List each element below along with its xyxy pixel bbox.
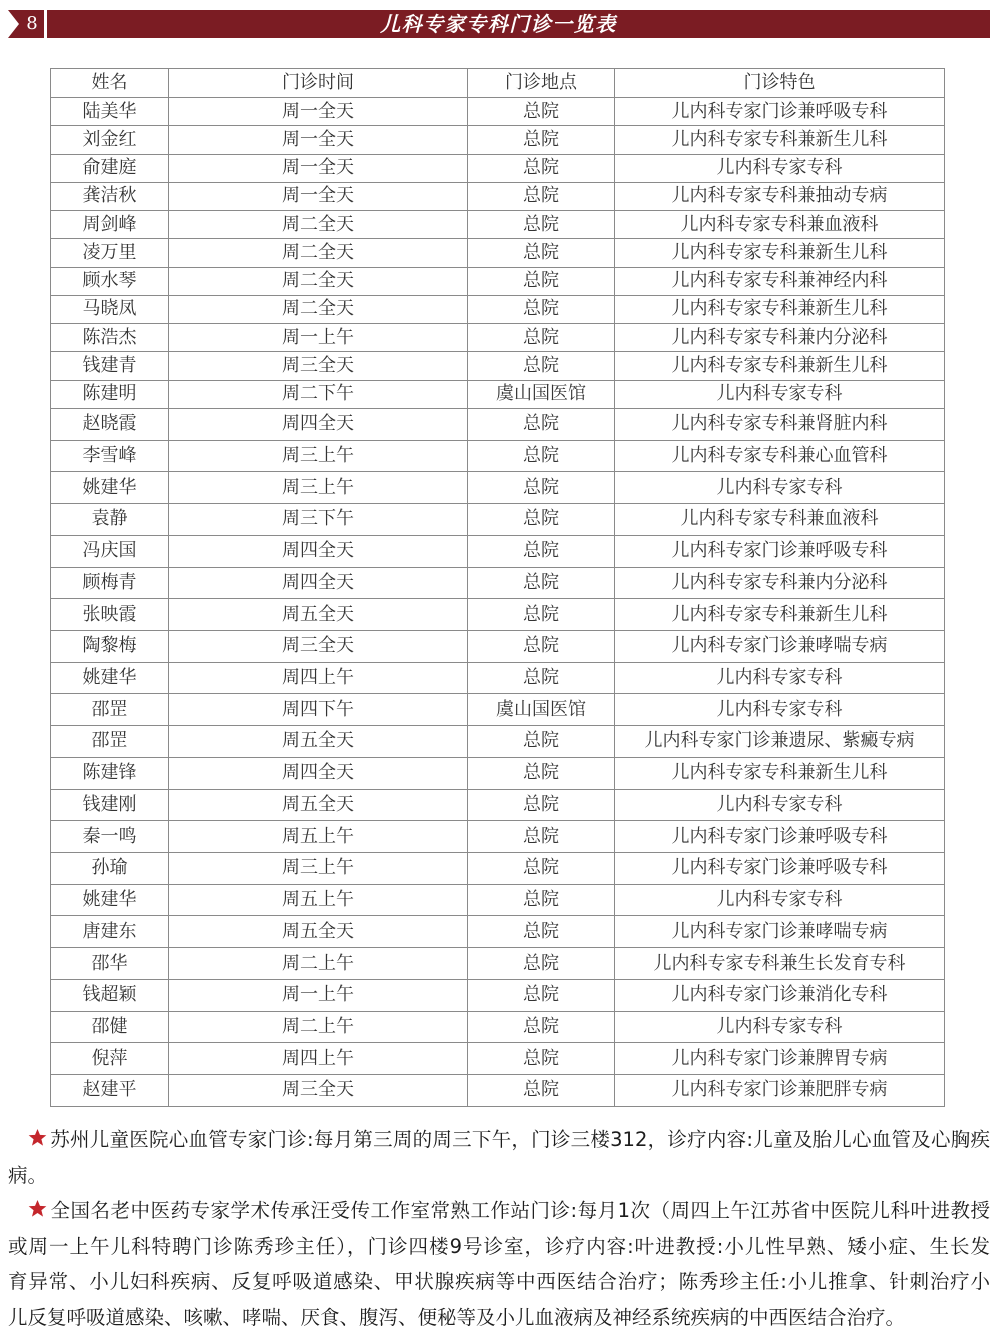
note-line bbox=[8, 1193, 990, 1229]
table-row bbox=[51, 916, 945, 948]
doctor-name-cell: 倪萍 bbox=[51, 1043, 169, 1075]
clinic-location-cell: 总院 bbox=[468, 757, 615, 789]
clinic-time-cell: 周一全天 bbox=[169, 154, 468, 182]
clinic-time-cell: 周三上午 bbox=[169, 472, 468, 504]
clinic-feature-cell: 儿内科专家专科 bbox=[615, 884, 945, 916]
clinic-feature-cell: 儿内科专家专科兼新生儿科 bbox=[615, 295, 945, 323]
table-row bbox=[51, 1011, 945, 1043]
clinic-time-cell: 周二上午 bbox=[169, 1011, 468, 1043]
note-text: 病。 bbox=[8, 1163, 48, 1187]
clinic-location-cell: 总院 bbox=[468, 1011, 615, 1043]
clinic-location-cell: 总院 bbox=[468, 726, 615, 758]
clinic-location-cell: 总院 bbox=[468, 599, 615, 631]
clinic-feature-cell: 儿内科专家专科兼新生儿科 bbox=[615, 239, 945, 267]
clinic-time-cell: 周五全天 bbox=[169, 916, 468, 948]
clinic-feature-cell: 儿内科专家专科 bbox=[615, 472, 945, 504]
note-text: 全国名老中医药专家学术传承汪受传工作室常熟工作站门诊:每月1次（周四上午江苏省中医院儿科叶进教授 bbox=[50, 1199, 990, 1222]
clinic-feature-cell: 儿内科专家专科兼新生儿科 bbox=[615, 599, 945, 631]
star-icon bbox=[28, 1199, 50, 1219]
doctor-name-cell: 钱建青 bbox=[51, 352, 169, 380]
table-row bbox=[51, 295, 945, 323]
clinic-time-cell: 周二全天 bbox=[169, 295, 468, 323]
note-line bbox=[8, 1122, 990, 1158]
clinic-time-cell: 周四全天 bbox=[169, 408, 468, 440]
clinic-time-cell: 周四上午 bbox=[169, 662, 468, 694]
clinic-location-cell: 总院 bbox=[468, 567, 615, 599]
clinic-location-cell: 总院 bbox=[468, 352, 615, 380]
table-row bbox=[51, 726, 945, 758]
table-row bbox=[51, 440, 945, 472]
clinic-feature-cell: 儿内科专家门诊兼呼吸专科 bbox=[615, 852, 945, 884]
clinic-feature-cell: 儿内科专家专科 bbox=[615, 662, 945, 694]
clinic-feature-cell: 儿内科专家专科兼新生儿科 bbox=[615, 352, 945, 380]
doctor-name-cell: 邵华 bbox=[51, 948, 169, 980]
table-row bbox=[51, 504, 945, 536]
doctor-name-cell: 凌万里 bbox=[51, 239, 169, 267]
clinic-time-cell: 周三全天 bbox=[169, 352, 468, 380]
clinic-time-cell: 周五全天 bbox=[169, 726, 468, 758]
clinic-time-cell: 周二全天 bbox=[169, 267, 468, 295]
note-line bbox=[8, 1158, 990, 1194]
clinic-time-cell: 周四全天 bbox=[169, 757, 468, 789]
clinic-time-cell: 周一全天 bbox=[169, 98, 468, 126]
table-row bbox=[51, 380, 945, 408]
table-row bbox=[51, 821, 945, 853]
table-row bbox=[51, 884, 945, 916]
clinic-time-cell: 周三全天 bbox=[169, 630, 468, 662]
doctor-name-cell: 李雪峰 bbox=[51, 440, 169, 472]
notes-section bbox=[8, 1122, 990, 1335]
clinic-location-cell: 虞山国医馆 bbox=[468, 694, 615, 726]
note-text: 儿反复呼吸道感染、咳嗽、哮喘、厌食、腹泻、便秘等及小儿血液病及神经系统疾病的中西医结合治疗。 bbox=[8, 1305, 906, 1329]
table-row bbox=[51, 408, 945, 440]
clinic-feature-cell: 儿内科专家专科兼内分泌科 bbox=[615, 567, 945, 599]
doctor-name-cell: 袁静 bbox=[51, 504, 169, 536]
table-row bbox=[51, 694, 945, 726]
clinic-location-cell: 总院 bbox=[468, 884, 615, 916]
clinic-location-cell: 总院 bbox=[468, 630, 615, 662]
doctor-name-cell: 邵健 bbox=[51, 1011, 169, 1043]
doctor-name-cell: 陈建锋 bbox=[51, 757, 169, 789]
doctor-name-cell: 周剑峰 bbox=[51, 211, 169, 239]
doctor-name-cell: 姚建华 bbox=[51, 662, 169, 694]
clinic-time-cell: 周五全天 bbox=[169, 789, 468, 821]
doctor-name-cell: 俞建庭 bbox=[51, 154, 169, 182]
clinic-location-cell: 总院 bbox=[468, 789, 615, 821]
clinic-location-cell: 总院 bbox=[468, 239, 615, 267]
clinic-location-cell: 总院 bbox=[468, 852, 615, 884]
table-row bbox=[51, 211, 945, 239]
note-line bbox=[8, 1300, 990, 1336]
clinic-location-cell: 总院 bbox=[468, 662, 615, 694]
header-cell-time: 门诊时间 bbox=[169, 69, 468, 98]
clinic-time-cell: 周二全天 bbox=[169, 211, 468, 239]
note-text: 育异常、小儿妇科疾病、反复呼吸道感染、甲状腺疾病等中西医结合治疗；陈秀珍主任:小儿推拿、针刺治疗小 bbox=[8, 1270, 990, 1293]
clinic-feature-cell: 儿内科专家专科兼神经内科 bbox=[615, 267, 945, 295]
clinic-feature-cell: 儿内科专家专科兼肾脏内科 bbox=[615, 408, 945, 440]
doctor-name-cell: 赵建平 bbox=[51, 1075, 169, 1107]
table-row bbox=[51, 630, 945, 662]
clinic-time-cell: 周四下午 bbox=[169, 694, 468, 726]
clinic-location-cell: 总院 bbox=[468, 504, 615, 536]
clinic-time-cell: 周四上午 bbox=[169, 1043, 468, 1075]
table-row bbox=[51, 472, 945, 504]
note-paragraph bbox=[8, 1122, 990, 1193]
schedule-table bbox=[50, 68, 945, 1107]
table-row bbox=[51, 535, 945, 567]
table-row bbox=[51, 1075, 945, 1107]
clinic-location-cell: 总院 bbox=[468, 182, 615, 210]
clinic-time-cell: 周五上午 bbox=[169, 821, 468, 853]
clinic-time-cell: 周四全天 bbox=[169, 567, 468, 599]
table-header-row bbox=[51, 69, 945, 98]
table-row bbox=[51, 567, 945, 599]
clinic-feature-cell: 儿内科专家专科兼内分泌科 bbox=[615, 324, 945, 352]
doctor-name-cell: 陈浩杰 bbox=[51, 324, 169, 352]
clinic-location-cell: 虞山国医馆 bbox=[468, 380, 615, 408]
table-row bbox=[51, 352, 945, 380]
clinic-feature-cell: 儿内科专家门诊兼脾胃专病 bbox=[615, 1043, 945, 1075]
clinic-time-cell: 周一全天 bbox=[169, 182, 468, 210]
clinic-location-cell: 总院 bbox=[468, 1075, 615, 1107]
clinic-feature-cell: 儿内科专家门诊兼呼吸专科 bbox=[615, 98, 945, 126]
table-row bbox=[51, 662, 945, 694]
clinic-location-cell: 总院 bbox=[468, 295, 615, 323]
clinic-location-cell: 总院 bbox=[468, 1043, 615, 1075]
table-row bbox=[51, 267, 945, 295]
clinic-feature-cell: 儿内科专家门诊兼呼吸专科 bbox=[615, 535, 945, 567]
header-cell-feature: 门诊特色 bbox=[615, 69, 945, 98]
clinic-feature-cell: 儿内科专家门诊兼呼吸专科 bbox=[615, 821, 945, 853]
clinic-location-cell: 总院 bbox=[468, 472, 615, 504]
table-row bbox=[51, 1043, 945, 1075]
doctor-name-cell: 邵罡 bbox=[51, 726, 169, 758]
clinic-feature-cell: 儿内科专家专科兼血液科 bbox=[615, 211, 945, 239]
doctor-name-cell: 孙瑜 bbox=[51, 852, 169, 884]
note-paragraph bbox=[8, 1193, 990, 1335]
table-row bbox=[51, 599, 945, 631]
clinic-feature-cell: 儿内科专家专科兼生长发育专科 bbox=[615, 948, 945, 980]
schedule-table-body bbox=[51, 98, 945, 1107]
doctor-name-cell: 张映霞 bbox=[51, 599, 169, 631]
doctor-name-cell: 顾水琴 bbox=[51, 267, 169, 295]
clinic-feature-cell: 儿内科专家专科兼心血管科 bbox=[615, 440, 945, 472]
doctor-name-cell: 顾梅青 bbox=[51, 567, 169, 599]
clinic-feature-cell: 儿内科专家门诊兼消化专科 bbox=[615, 979, 945, 1011]
doctor-name-cell: 唐建东 bbox=[51, 916, 169, 948]
page-number: 8 bbox=[26, 13, 38, 34]
clinic-feature-cell: 儿内科专家专科 bbox=[615, 694, 945, 726]
table-row bbox=[51, 154, 945, 182]
clinic-feature-cell: 儿内科专家门诊兼肥胖专病 bbox=[615, 1075, 945, 1107]
clinic-time-cell: 周三上午 bbox=[169, 852, 468, 884]
doctor-name-cell: 钱超颖 bbox=[51, 979, 169, 1011]
clinic-feature-cell: 儿内科专家专科 bbox=[615, 380, 945, 408]
table-row bbox=[51, 182, 945, 210]
note-line bbox=[8, 1229, 990, 1265]
clinic-location-cell: 总院 bbox=[468, 211, 615, 239]
doctor-name-cell: 马晓凤 bbox=[51, 295, 169, 323]
doctor-name-cell: 钱建刚 bbox=[51, 789, 169, 821]
table-row bbox=[51, 126, 945, 154]
clinic-time-cell: 周三上午 bbox=[169, 440, 468, 472]
doctor-name-cell: 陈建明 bbox=[51, 380, 169, 408]
doctor-name-cell: 秦一鸣 bbox=[51, 821, 169, 853]
table-row bbox=[51, 757, 945, 789]
table-row bbox=[51, 324, 945, 352]
clinic-feature-cell: 儿内科专家专科兼血液科 bbox=[615, 504, 945, 536]
note-text: 或周一上午儿科特聘门诊陈秀珍主任），门诊四楼9号诊室，诊疗内容:叶进教授:小儿性早熟、矮小症、生长发 bbox=[8, 1234, 990, 1258]
clinic-time-cell: 周五全天 bbox=[169, 599, 468, 631]
clinic-location-cell: 总院 bbox=[468, 440, 615, 472]
clinic-feature-cell: 儿内科专家专科兼新生儿科 bbox=[615, 126, 945, 154]
clinic-location-cell: 总院 bbox=[468, 126, 615, 154]
table-row bbox=[51, 948, 945, 980]
clinic-location-cell: 总院 bbox=[468, 535, 615, 567]
clinic-time-cell: 周三全天 bbox=[169, 1075, 468, 1107]
clinic-location-cell: 总院 bbox=[468, 979, 615, 1011]
clinic-feature-cell: 儿内科专家专科兼新生儿科 bbox=[615, 757, 945, 789]
doctor-name-cell: 刘金红 bbox=[51, 126, 169, 154]
table-row bbox=[51, 789, 945, 821]
table-row bbox=[51, 98, 945, 126]
clinic-time-cell: 周五上午 bbox=[169, 884, 468, 916]
header-cell-name: 姓名 bbox=[51, 69, 169, 98]
clinic-location-cell: 总院 bbox=[468, 324, 615, 352]
clinic-location-cell: 总院 bbox=[468, 98, 615, 126]
clinic-feature-cell: 儿内科专家门诊兼哮喘专病 bbox=[615, 916, 945, 948]
clinic-time-cell: 周二全天 bbox=[169, 239, 468, 267]
star-icon bbox=[28, 1128, 50, 1148]
doctor-name-cell: 赵晓霞 bbox=[51, 408, 169, 440]
clinic-feature-cell: 儿内科专家专科 bbox=[615, 789, 945, 821]
clinic-location-cell: 总院 bbox=[468, 408, 615, 440]
table-row bbox=[51, 852, 945, 884]
doctor-name-cell: 陆美华 bbox=[51, 98, 169, 126]
clinic-time-cell: 周一上午 bbox=[169, 324, 468, 352]
clinic-location-cell: 总院 bbox=[468, 154, 615, 182]
clinic-feature-cell: 儿内科专家门诊兼哮喘专病 bbox=[615, 630, 945, 662]
doctor-name-cell: 姚建华 bbox=[51, 472, 169, 504]
clinic-time-cell: 周一上午 bbox=[169, 979, 468, 1011]
clinic-location-cell: 总院 bbox=[468, 267, 615, 295]
doctor-name-cell: 陶黎梅 bbox=[51, 630, 169, 662]
clinic-feature-cell: 儿内科专家专科兼抽动专病 bbox=[615, 182, 945, 210]
note-text: 苏州儿童医院心血管专家门诊:每月第三周的周三下午，门诊三楼312，诊疗内容:儿童及胎儿心血管及心胸疾 bbox=[50, 1128, 990, 1151]
clinic-feature-cell: 儿内科专家专科 bbox=[615, 154, 945, 182]
page-title: 儿科专家专科门诊一览表 bbox=[380, 12, 617, 36]
clinic-time-cell: 周四全天 bbox=[169, 535, 468, 567]
clinic-time-cell: 周二上午 bbox=[169, 948, 468, 980]
clinic-time-cell: 周一全天 bbox=[169, 126, 468, 154]
clinic-time-cell: 周二下午 bbox=[169, 380, 468, 408]
clinic-feature-cell: 儿内科专家门诊兼遗尿、紫癜专病 bbox=[615, 726, 945, 758]
doctor-name-cell: 龚洁秋 bbox=[51, 182, 169, 210]
schedule-table-header bbox=[51, 69, 945, 98]
doctor-name-cell: 邵罡 bbox=[51, 694, 169, 726]
doctor-name-cell: 姚建华 bbox=[51, 884, 169, 916]
clinic-location-cell: 总院 bbox=[468, 821, 615, 853]
doctor-name-cell: 冯庆国 bbox=[51, 535, 169, 567]
table-row bbox=[51, 979, 945, 1011]
header-cell-location: 门诊地点 bbox=[468, 69, 615, 98]
note-line bbox=[8, 1264, 990, 1300]
clinic-time-cell: 周三下午 bbox=[169, 504, 468, 536]
table-row bbox=[51, 239, 945, 267]
clinic-location-cell: 总院 bbox=[468, 916, 615, 948]
clinic-feature-cell: 儿内科专家专科 bbox=[615, 1011, 945, 1043]
clinic-location-cell: 总院 bbox=[468, 948, 615, 980]
